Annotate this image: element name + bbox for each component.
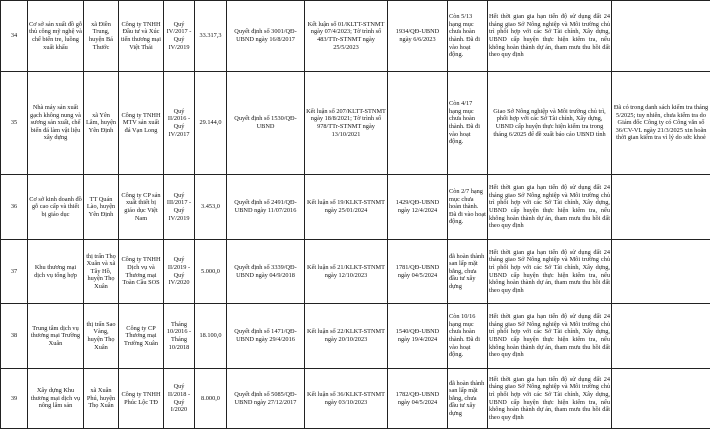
- cell-investor: Công ty TNHH Đầu tư và Xúc tiến thương mại Việt Thái: [119, 1, 164, 72]
- cell-schedule: Tháng 10/2016 - Tháng 10/2018: [164, 304, 195, 369]
- cell-stt: 37: [1, 240, 28, 304]
- cell-project-name: Trung tâm dịch vụ thương mại Trường Xuân: [28, 304, 84, 369]
- cell-note: [612, 369, 710, 429]
- cell-location: thị trấn Sao Vàng, huyện Thọ Xuân: [84, 304, 119, 369]
- cell-schedule: Quý IV/2017 - Quý IV/2019: [164, 1, 195, 72]
- cell-location: xã Yên Lâm, huyện Yên Định: [84, 72, 119, 175]
- cell-note: Đã có trong danh sách kiểm tra tháng 5/2025; tuy nhiên, chưa kiểm tra do Giám đốc Công ty có Công văn số 36/CV-VL ngày 21/3/2025 xin hoãn thời gian kiểm tra vì lý do sức khoẻ: [612, 72, 710, 175]
- cell-area: 18.100,0: [195, 304, 227, 369]
- cell-project-name: Xây dựng Khu thương mại dịch vụ nông lâm sản: [28, 369, 84, 429]
- table-body: [1, 1, 710, 429]
- cell-proposal: Hết thời gian gia hạn tiến độ sử dụng đất 24 tháng giao Sở Nông nghiệp và Môi trường chủ trì phối hợp với các Sở Tài chính, Xây dựng, UBND cấp huyện thực hiện kiểm tra, nếu không hoàn thành dự án, tham mưu thu hồi đất theo quy định: [488, 369, 612, 429]
- cell-conclusion: Kết luận số 22/KLKT-STNMT ngày 20/10/2023: [305, 304, 388, 369]
- cell-decision: Quyết định số 3001/QĐ-UBND ngày 16/8/2017: [227, 1, 305, 72]
- cell-proposal: Hết thời gian gia hạn tiến độ sử dụng đất 24 tháng giao Sở Nông nghiệp và Môi trường chủ trì phối hợp với các Sở Tài chính, Xây dựng, UBND cấp huyện thực hiện kiểm tra, nếu không hoàn thành dự án, tham mưu thu hồi đất theo quy định: [488, 1, 612, 72]
- cell-status: Còn 5/13 hạng mục chưa hoàn thành. Đã đi vào hoạt động.: [448, 1, 488, 72]
- cell-schedule: Quý II/2016 - Quý IV/2017: [164, 72, 195, 175]
- table-row: [1, 175, 710, 240]
- cell-status: đã hoàn thành san lấp mặt bằng, chưa đầu tư xây dựng: [448, 240, 488, 304]
- cell-investor: Công ty TNHH Dịch vụ và Thương mại Toàn Cầu SOS: [119, 240, 164, 304]
- cell-status: Còn 10/16 hạng mục chưa hoàn thành. Đã đi vào hoạt động.: [448, 304, 488, 369]
- cell-location: TT Quán Lào, huyện Yên Định: [84, 175, 119, 240]
- cell-status: Còn 2/7 hạng mục chưa hoàn thành. Đã đi vào hoạt động.: [448, 175, 488, 240]
- cell-stt: 36: [1, 175, 28, 240]
- cell-decision: Quyết định số 3339/QĐ-UBND ngày 04/9/2018: [227, 240, 305, 304]
- cell-note: [612, 175, 710, 240]
- cell-project-name: Cơ sở kinh doanh đồ gỗ cao cấp và thiết bị giáo dục: [28, 175, 84, 240]
- cell-area: 3.453,0: [195, 175, 227, 240]
- cell-stt: 35: [1, 72, 28, 175]
- cell-location: xã Điền Trung, huyện Bá Thước: [84, 1, 119, 72]
- cell-schedule: Quý II/2018 - Quý I/2020: [164, 369, 195, 429]
- table-row: [1, 240, 710, 304]
- cell-decision: Quyết định số 1530/QĐ-UBND: [227, 72, 305, 175]
- cell-conclusion: Kết luận số 21/KLKT-STNMT ngày 12/10/2023: [305, 240, 388, 304]
- cell-investor: Công ty TNHH Phúc Lộc TĐ: [119, 369, 164, 429]
- cell-proposal: Hết thời gian gia hạn tiến độ sử dụng đất 24 tháng giao Sở Nông nghiệp và Môi trường chủ trì phối hợp với các Sở Tài chính, Xây dựng, UBND cấp huyện thực hiện kiểm tra, nếu không hoàn thành dự án, tham mưu thu hồi đất theo quy định: [488, 240, 612, 304]
- cell-stt: 34: [1, 1, 28, 72]
- cell-area: 29.144,0: [195, 72, 227, 175]
- cell-extension: 1782/QĐ-UBND ngày 04/5/2024: [388, 369, 448, 429]
- cell-extension: 1540/QĐ-UBND ngày 19/4/2024: [388, 304, 448, 369]
- cell-area: 8.000,0: [195, 369, 227, 429]
- cell-extension: [388, 72, 448, 175]
- cell-conclusion: Kết luận số 19/KLKT-STNMT ngày 25/01/2024: [305, 175, 388, 240]
- cell-decision: Quyết định số 5085/QĐ-UBND ngày 27/12/2017: [227, 369, 305, 429]
- table-row: [1, 72, 710, 175]
- table-row: [1, 1, 710, 72]
- cell-investor: Công ty TNHH MTV sản xuất đá Vạn Long: [119, 72, 164, 175]
- cell-proposal: Hết thời gian gia hạn tiến độ sử dụng đất 24 tháng giao Sở Nông nghiệp và Môi trường chủ trì phối hợp với các Sở Tài chính, Xây dựng, UBND cấp huyện thực hiện kiểm tra, nếu không hoàn thành dự án, tham mưu thu hồi đất theo quy định: [488, 304, 612, 369]
- cell-extension: 1429/QĐ-UBND ngày 12/4/2024: [388, 175, 448, 240]
- cell-status: Còn 4/17 hạng mục chưa hoàn thành. Đã đi vào hoạt động.: [448, 72, 488, 175]
- cell-investor: Công ty CP Thương mại Trường Xuân: [119, 304, 164, 369]
- cell-conclusion: Kết luận số 01/KLTT-STNMT ngày 07/4/2023; Tờ trình số 483/TTr-STNMT ngày 25/5/2023: [305, 1, 388, 72]
- cell-schedule: Quý II/2019 - Quý IV/2020: [164, 240, 195, 304]
- table-row: [1, 304, 710, 369]
- cell-note: [612, 1, 710, 72]
- cell-extension: 1781/QĐ-UBND ngày 04/5/2024: [388, 240, 448, 304]
- cell-note: [612, 240, 710, 304]
- cell-schedule: Quý III/2017 - Quý IV/2019: [164, 175, 195, 240]
- cell-conclusion: Kết luận số 36/KLKT-STNMT ngày 03/10/2023: [305, 369, 388, 429]
- cell-project-name: Cơ sở sản xuất đồ gỗ thủ công mỹ nghệ và chế biến tre, luồng xuất khẩu: [28, 1, 84, 72]
- cell-investor: Công ty CP sản xuất thiết bị giáo dục Việt Nam: [119, 175, 164, 240]
- cell-extension: 1934/QĐ-UBND ngày 6/6/2023: [388, 1, 448, 72]
- cell-area: 33.317,3: [195, 1, 227, 72]
- cell-decision: Quyết định số 2491/QĐ-UBND ngày 11/07/2016: [227, 175, 305, 240]
- cell-proposal: Hết thời gian gia hạn tiến độ sử dụng đất 24 tháng giao Sở Nông nghiệp và Môi trường chủ trì phối hợp với các Sở Tài chính, Xây dựng, UBND cấp huyện thực hiện kiểm tra, nếu không hoàn thành dự án, tham mưu thu hồi đất theo quy định: [488, 175, 612, 240]
- cell-location: xã Xuân Phú, huyện Thọ Xuân: [84, 369, 119, 429]
- cell-stt: 39: [1, 369, 28, 429]
- cell-proposal: Giao Sở Nông nghiệp và Môi trường chủ trì, phối hợp với các Sở Tài chính, Xây dựng, UBND cấp huyện thực hiện kiểm tra trong tháng 6/2025 để đề xuất báo cáo UBND tỉnh: [488, 72, 612, 175]
- cell-area: 5.000,0: [195, 240, 227, 304]
- cell-project-name: Khu thương mại dịch vụ tổng hợp: [28, 240, 84, 304]
- cell-note: [612, 304, 710, 369]
- cell-project-name: Nhà máy sản xuất gạch không nung và sương sản xuất, chế biến đá làm vật liệu xây dựng: [28, 72, 84, 175]
- table-row: [1, 369, 710, 429]
- cell-conclusion: Kết luận số 207/KLTT-STNMT ngày 18/8/2021; Tờ trình số 978/TTr-STNMT ngày 13/10/2021: [305, 72, 388, 175]
- cell-location: thị trấn Thọ Xuân và xã Tây Hồ, huyện Thọ Xuân: [84, 240, 119, 304]
- cell-decision: Quyết định số 1471/QĐ-UBND ngày 29/4/2016: [227, 304, 305, 369]
- cell-stt: 38: [1, 304, 28, 369]
- cell-status: đã hoàn thành san lấp mặt bằng, chưa đầu tư xây dựng: [448, 369, 488, 429]
